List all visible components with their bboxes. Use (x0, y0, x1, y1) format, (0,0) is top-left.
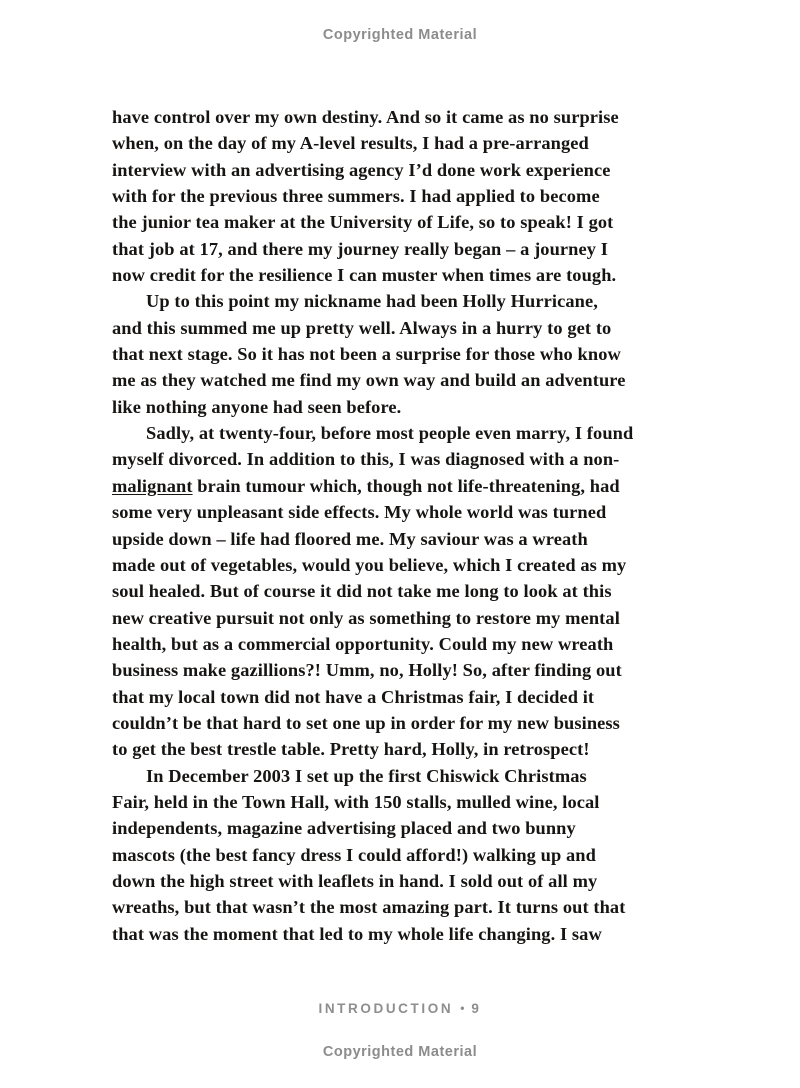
text-line: independents, magazine advertising placed and two bunny (112, 818, 576, 839)
text-line: mascots (the best fancy dress I could afford!) walking up and (112, 844, 596, 865)
text-line: health, but as a commercial opportunity. Could my new wreath (112, 633, 614, 654)
text-line (112, 473, 697, 499)
text-line: that my local town did not have a Christmas fair, I decided it (112, 686, 595, 707)
text-line: down the high street with leaflets in hand. I sold out of all my (112, 870, 598, 891)
text-line: made out of vegetables, would you believe, which I created as my (112, 554, 627, 575)
text-line: the junior tea maker at the University of Life, so to speak! I got (112, 212, 614, 233)
copyright-watermark-top: Copyrighted Material (322, 27, 478, 43)
text-line: have control over my own destiny. And so it came as no surprise (112, 107, 619, 127)
running-footer (0, 1001, 800, 1016)
text-line: me as they watched me find my own way and build an adventure (112, 370, 626, 391)
text-line: with for the previous three summers. I had applied to become (112, 186, 600, 207)
text-line: to get the best trestle table. Pretty hard, Holly, in retrospect! (112, 739, 590, 760)
text-line: Sadly, at twenty-four, before most people even marry, I found (146, 423, 634, 444)
paragraph (112, 288, 697, 420)
text-line: soul healed. But of course it did not take me long to look at this (112, 581, 612, 602)
text-line: like nothing anyone had seen before. (112, 396, 402, 417)
text-line: that next stage. So it has not been a surprise for those who know (112, 344, 621, 365)
text-line: In December 2003 I set up the first Chiswick Christmas (146, 765, 587, 786)
text-line: and this summed me up pretty well. Always in a hurry to get to (112, 317, 612, 338)
paragraph (112, 420, 697, 762)
text-line: new creative pursuit not only as something to restore my mental (112, 607, 620, 628)
text-line: Up to this point my nickname had been Holly Hurricane, (146, 291, 598, 312)
copyright-watermark-bottom: Copyrighted Material (322, 1044, 478, 1060)
text-line: business make gazillions?! Umm, no, Holly! So, after finding out (112, 660, 622, 681)
text-line: when, on the day of my A-level results, I had a pre-arranged (112, 133, 589, 154)
text-line: couldn’t be that hard to set one up in order for my new business (112, 712, 620, 733)
text-line: that job at 17, and there my journey really began – a journey I (112, 238, 609, 259)
text-line: now credit for the resilience I can muster when times are tough. (112, 265, 617, 286)
footer-separator: • (460, 1001, 465, 1015)
page-body (112, 104, 697, 947)
text-line: Fair, held in the Town Hall, with 150 stalls, mulled wine, local (112, 791, 600, 812)
paragraph (112, 763, 697, 947)
text-line: some very unpleasant side effects. My whole world was turned (112, 502, 607, 523)
text-line: that was the moment that led to my whole life changing. I saw (112, 923, 602, 944)
paragraph (112, 104, 697, 288)
text-line: upside down – life had floored me. My saviour was a wreath (112, 528, 588, 549)
section-title: INTRODUCTION (318, 1001, 454, 1016)
text-line: myself divorced. In addition to this, I was diagnosed with a non- (112, 449, 620, 470)
text-line: wreaths, but that wasn’t the most amazing part. It turns out that (112, 897, 626, 918)
text-line-rest: brain tumour which, though not life-threatening, had (192, 475, 620, 496)
page-number: 9 (471, 1001, 482, 1016)
text-line: interview with an advertising agency I’d done work experience (112, 159, 611, 180)
underlined-word: malignant (112, 475, 193, 496)
